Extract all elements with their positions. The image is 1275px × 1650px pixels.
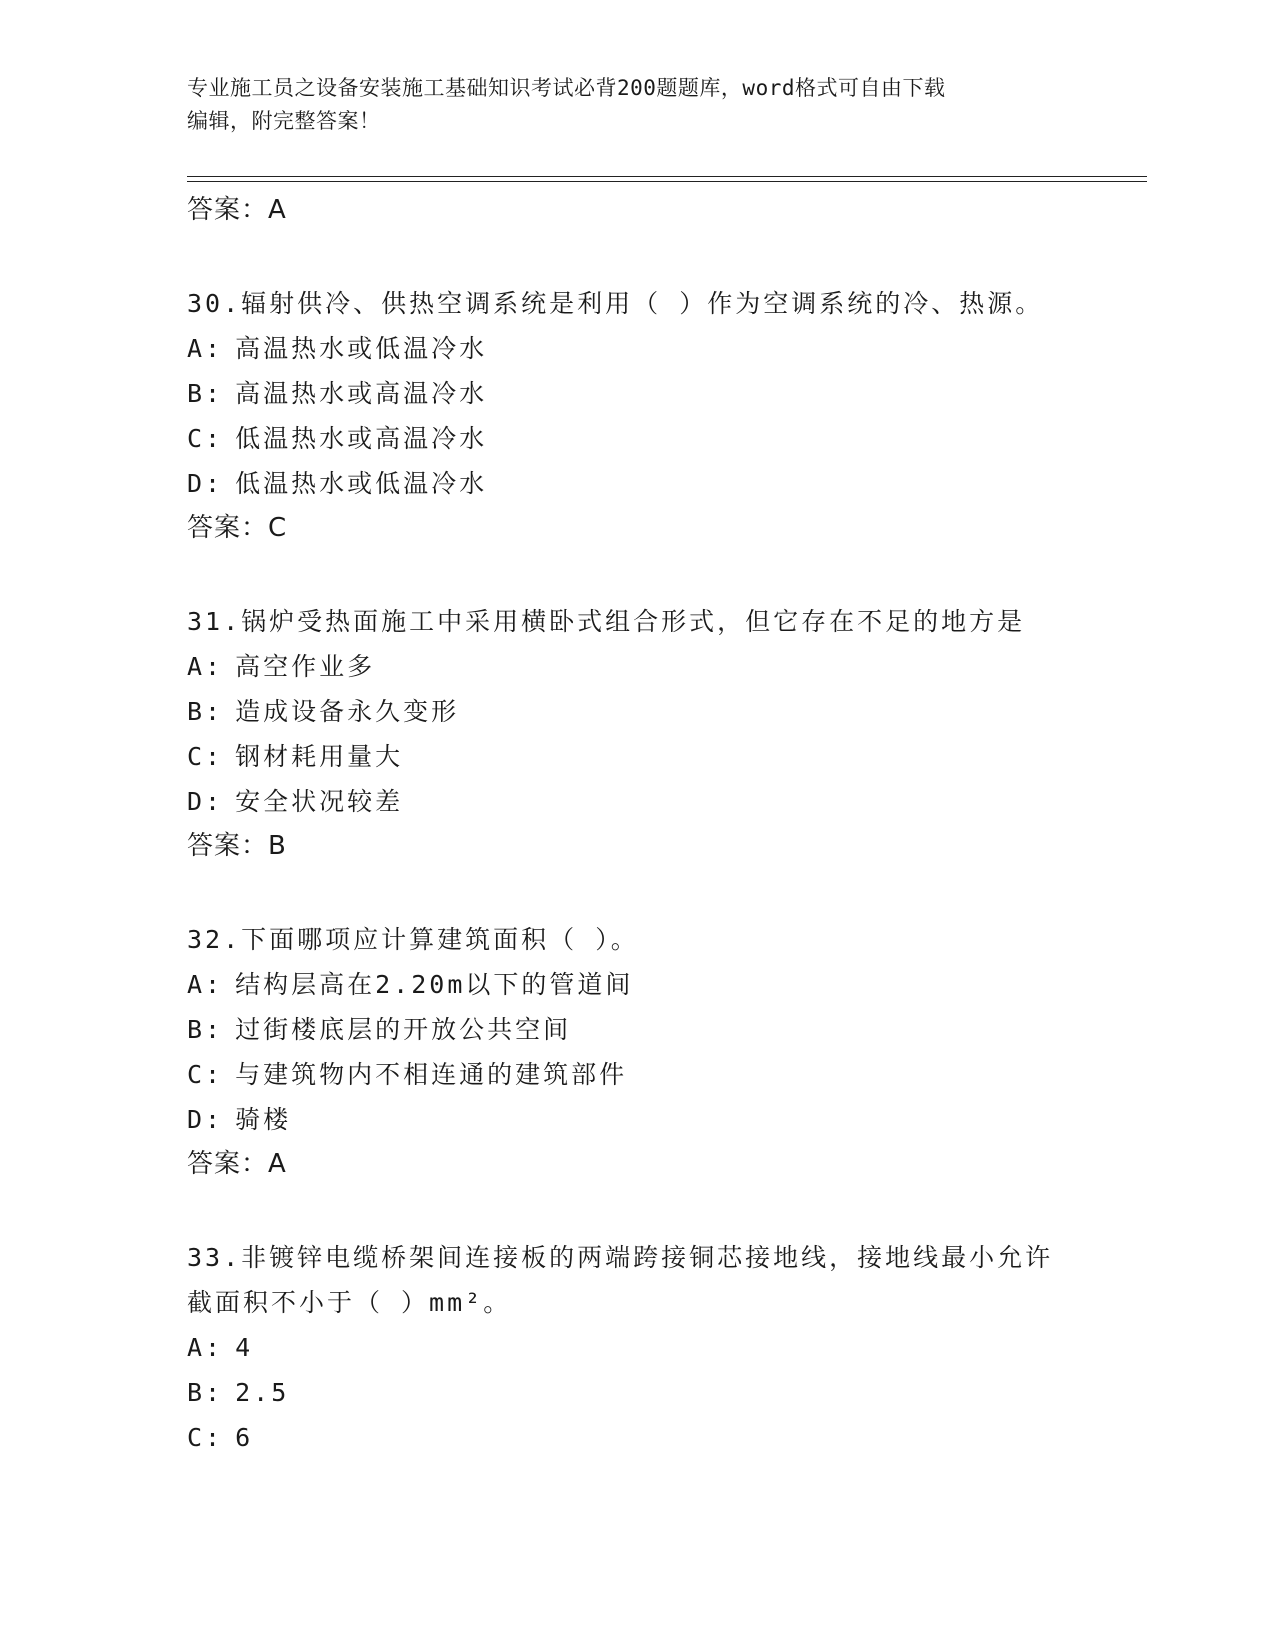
option-d <box>187 461 1087 506</box>
option-letter: A: <box>187 1333 224 1362</box>
option-b <box>187 1007 1087 1052</box>
option-letter: C: <box>187 742 224 771</box>
document-page <box>187 0 1147 1650</box>
option-d <box>187 1097 1087 1142</box>
question-stem: 32.下面哪项应计算建筑面积（ ）。 <box>187 925 639 954</box>
option-text: 高温热水或低温冷水 <box>235 334 488 363</box>
answer-line: 答案：C <box>187 513 288 543</box>
option-text: 低温热水或低温冷水 <box>235 469 488 498</box>
option-text: 2.5 <box>235 1378 290 1407</box>
question-stem-line-1: 33.非镀锌电缆桥架间连接板的两端跨接铜芯接地线，接地线最小允许 <box>187 1243 1054 1272</box>
option-text: 高温热水或高温冷水 <box>235 379 488 408</box>
option-letter: B: <box>187 379 224 408</box>
header-divider <box>187 176 1147 182</box>
option-a <box>187 962 1087 1007</box>
option-text: 4 <box>235 1333 254 1362</box>
option-c <box>187 1415 1087 1460</box>
option-b <box>187 1370 1087 1415</box>
option-a <box>187 644 1087 689</box>
answer-line: 答案：B <box>187 831 287 861</box>
option-text: 低温热水或高温冷水 <box>235 424 488 453</box>
option-letter: D: <box>187 469 224 498</box>
option-text: 与建筑物内不相连通的建筑部件 <box>235 1060 628 1089</box>
option-text: 安全状况较差 <box>235 787 404 816</box>
answer-line: 答案：A <box>187 1149 287 1179</box>
header-title-line-1: 专业施工员之设备安装施工基础知识考试必背200题题库，word格式可自由下载 <box>187 76 946 100</box>
option-a <box>187 326 1087 371</box>
option-text: 结构层高在2.20m以下的管道间 <box>235 970 634 999</box>
option-text: 过街楼底层的开放公共空间 <box>235 1015 572 1044</box>
option-letter: A: <box>187 652 224 681</box>
option-d <box>187 779 1087 824</box>
option-letter: C: <box>187 424 224 453</box>
question-stem: 31.锅炉受热面施工中采用横卧式组合形式，但它存在不足的地方是 <box>187 607 1026 636</box>
option-text: 高空作业多 <box>235 652 376 681</box>
option-letter: C: <box>187 1060 224 1089</box>
answer-line: 答案：A <box>187 195 287 225</box>
document-content <box>187 188 1087 1460</box>
option-b <box>187 371 1087 416</box>
option-b <box>187 689 1087 734</box>
question-30 <box>187 281 1087 551</box>
question-32 <box>187 917 1087 1187</box>
option-c <box>187 416 1087 461</box>
page-header <box>187 72 1067 138</box>
question-31 <box>187 599 1087 869</box>
option-letter: B: <box>187 1015 224 1044</box>
option-text: 钢材耗用量大 <box>235 742 404 771</box>
option-letter: C: <box>187 1423 224 1452</box>
option-text: 造成设备永久变形 <box>235 697 460 726</box>
header-title-line-2: 编辑，附完整答案！ <box>187 109 381 133</box>
option-letter: A: <box>187 334 224 363</box>
option-letter: B: <box>187 697 224 726</box>
question-stem: 30.辐射供冷、供热空调系统是利用（ ）作为空调系统的冷、热源。 <box>187 289 1044 318</box>
option-c <box>187 1052 1087 1097</box>
question-33 <box>187 1235 1087 1460</box>
option-text: 6 <box>235 1423 254 1452</box>
option-letter: B: <box>187 1378 224 1407</box>
option-letter: D: <box>187 787 224 816</box>
option-a <box>187 1325 1087 1370</box>
option-letter: D: <box>187 1105 224 1134</box>
option-c <box>187 734 1087 779</box>
option-text: 骑楼 <box>235 1105 292 1134</box>
option-letter: A: <box>187 970 224 999</box>
question-stem-line-2: 截面积不小于（ ）mm²。 <box>187 1288 512 1317</box>
